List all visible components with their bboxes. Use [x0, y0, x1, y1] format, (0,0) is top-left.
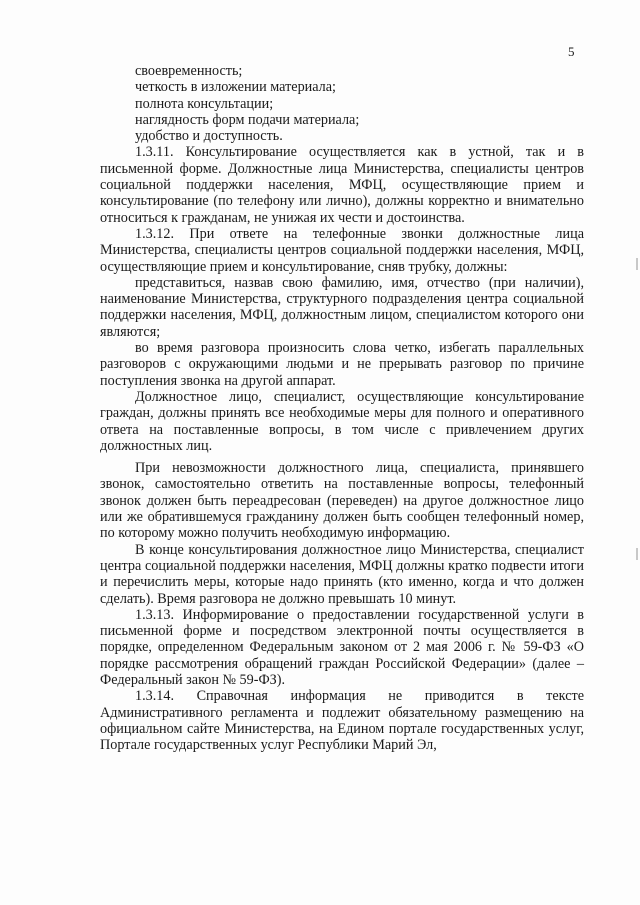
list-item-convenience: удобство и доступность.	[135, 128, 283, 145]
list-item-visual-forms: наглядность форм подачи материала;	[135, 111, 360, 128]
paragraph-redirect-call: При невозможности должностного лица, специалиста, принявшего звонок, самостоятельно ответить на поставленные вопросы, телефонный звонок должен быть переадресован (переведен) на другое должностное лицо или же обратившемуся гражданину должен быть сообщен телефонный номер, по которому можно получить необходимую информацию.	[100, 460, 584, 542]
paragraph-introduce: представиться, назвав свою фамилию, имя, отчество (при наличии), наименование Министерства, структурного подразделения центра социальной поддержки населения, МФЦ, должностным лицом, специалистом которого они являются;	[100, 274, 584, 340]
list-item-clarity: четкость в изложении материала;	[135, 79, 337, 96]
scan-edge-mark	[636, 258, 638, 270]
scan-edge-mark	[636, 548, 638, 560]
paragraph-take-measures: Должностное лицо, специалист, осуществляющие консультирование граждан, должны принять все необходимые меры для полного и оперативного ответа на поставленные вопросы, в том числе с привлечением других должностных лиц.	[100, 388, 584, 454]
paragraph-1-3-13: 1.3.13. Информирование о предоставлении государственной услуги в письменной форме и посредством электронной почты осуществляется в порядке, определенном Федеральным законом от 2 мая 2006 г. № 59-ФЗ «О порядке рассмотрения обращений граждан Российской Федерации» (далее – Федеральный закон № 59-ФЗ).	[100, 606, 584, 688]
paragraph-summarize: В конце консультирования должностное лицо Министерства, специалист центра социальной поддержки населения, МФЦ должны кратко подвести итоги и перечислить меры, которые надо принять (кто именно, когда и что должен сделать). Время разговора не должно превышать 10 минут.	[100, 541, 584, 607]
paragraph-1-3-12: 1.3.12. При ответе на телефонные звонки должностные лица Министерства, специалисты центров социальной поддержки населения, МФЦ, осуществляющие прием и консультирование, сняв трубку, должны:	[100, 225, 584, 275]
list-item-completeness: полнота консультации;	[135, 95, 274, 112]
list-item-timeliness: своевременность;	[135, 63, 243, 79]
page-number: 5	[568, 44, 575, 59]
paragraph-1-3-11: 1.3.11. Консультирование осуществляется как в устной, так и в письменной форме. Должностные лица Министерства, специалисты центров социальной поддержки населения, МФЦ, осуществляющие прием и консультирование (по телефону или лично), должны корректно и внимательно относиться к гражданам, не унижая их чести и достоинства.	[100, 144, 584, 226]
paragraph-1-3-14: 1.3.14. Справочная информация не приводится в тексте Административного регламента и подлежит обязательному размещению на официальном сайте Министерства, на Едином портале государственных услуг, Портале государственных услуг Республики Марий Эл,	[100, 688, 584, 754]
page-body	[100, 63, 584, 753]
paragraph-speak-clearly: во время разговора произносить слова четко, избегать параллельных разговоров с окружающими людьми и не прерывать разговор по причине поступления звонка на другой аппарат.	[100, 340, 584, 389]
